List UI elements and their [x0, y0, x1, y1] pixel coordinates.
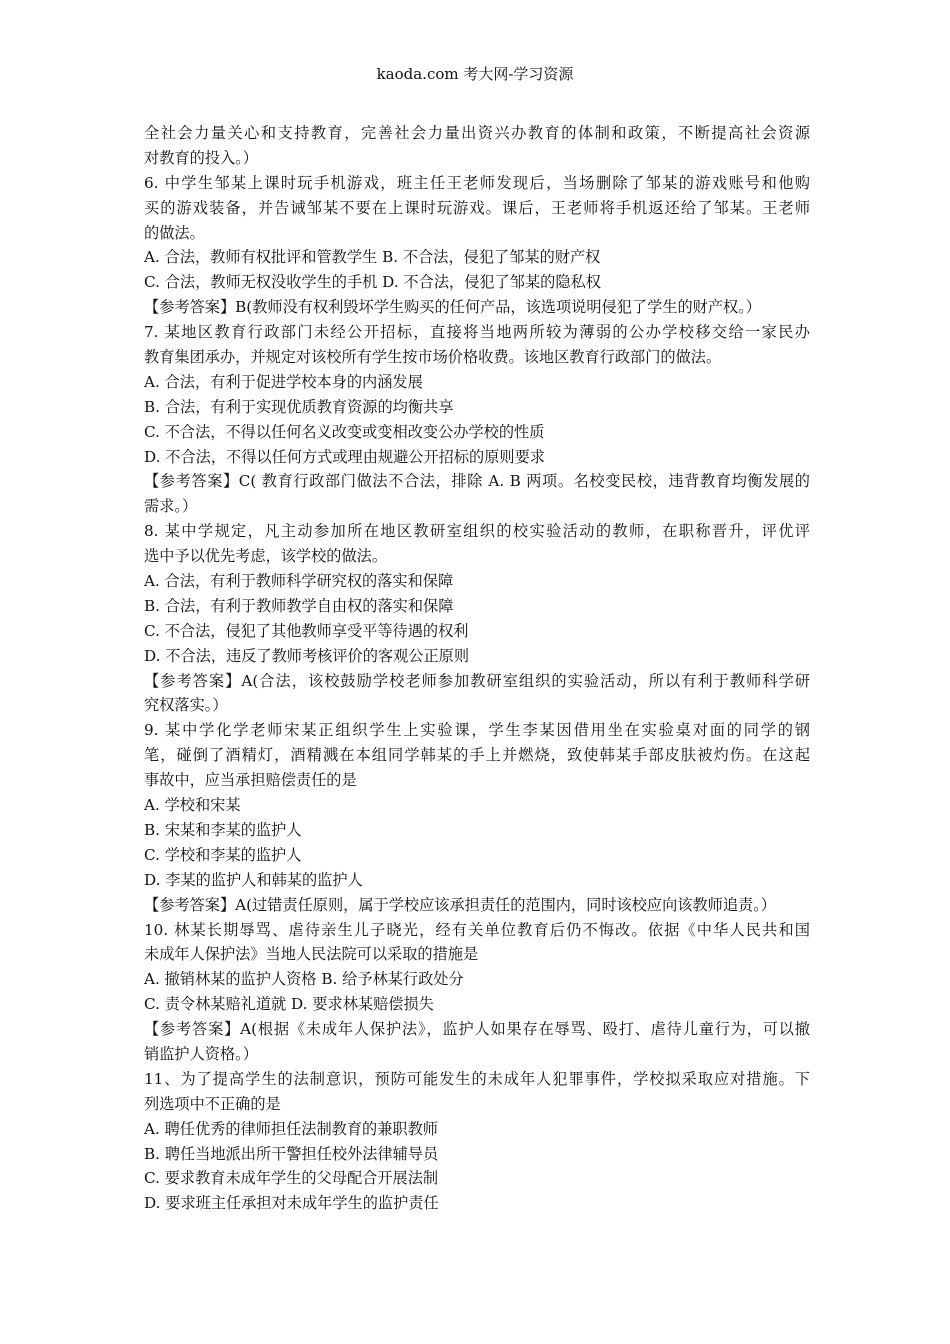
text-line: 需求。）: [144, 497, 198, 516]
text-line: 笔，碰倒了酒精灯，酒精溅在本组同学韩某的手上并燃烧，致使韩某手部皮肤被灼伤。在这起: [144, 746, 810, 765]
text-line: C. 合法，教师无权没收学生的手机 D. 不合法，侵犯了邹某的隐私权: [144, 273, 601, 292]
text-line: C. 要求教育未成年学生的父母配合开展法制: [144, 1169, 439, 1188]
text-line: A. 撤销林某的监护人资格 B. 给予林某行政处分: [144, 970, 464, 989]
text-line: C. 不合法，不得以任何名义改变或变相改变公办学校的性质: [144, 422, 545, 441]
text-line: D. 李某的监护人和韩某的监护人: [144, 870, 363, 889]
text-line: A. 合法，教师有权批评和管教学生 B. 不合法，侵犯了邹某的财产权: [144, 248, 601, 267]
text-line: 究权落实。）: [144, 696, 228, 715]
text-line: 11、为了提高学生的法制意识，预防可能发生的未成年人犯罪事件，学校拟采取应对措施。下: [144, 1069, 810, 1088]
text-line: D. 要求班主任承担对未成年学生的监护责任: [144, 1194, 439, 1213]
text-line: B. 宋某和李某的监护人: [144, 820, 302, 839]
text-line: 未成年人保护法》当地人民法院可以采取的措施是: [144, 945, 479, 964]
text-line: 列选项中不正确的是: [144, 1094, 281, 1113]
text-line: 10. 林某长期辱骂、虐待亲生儿子晓光，经有关单位教育后仍不悔改。依据《中华人民共和国: [144, 920, 810, 939]
text-line: A. 学校和宋某: [144, 796, 241, 815]
text-line: 【参考答案】A(合法，该校鼓励学校老师参加教研室组织的实验活动，所以有利于教师科学研: [144, 671, 810, 690]
text-line: C. 不合法，侵犯了其他教师享受平等待遇的权利: [144, 621, 469, 640]
document-body: [144, 121, 810, 1216]
text-line: D. 不合法，违反了教师考核评价的客观公正原则: [144, 646, 470, 665]
text-line: B. 聘任当地派出所干警担任校外法律辅导员: [144, 1144, 439, 1163]
text-line: 【参考答案】C( 教育行政部门做法不合法，排除 A. B 两项。名校变民校，违背教育均衡发展的: [144, 472, 810, 491]
text-line: 【参考答案】B(教师没有权利毁坏学生购买的任何产品，该选项说明侵犯了学生的财产权。）: [144, 298, 761, 317]
text-line: 教育集团承办，并规定对该校所有学生按市场价格收费。该地区教育行政部门的做法。: [144, 348, 722, 367]
text-line: 选中予以优先考虑，该学校的做法。: [144, 547, 387, 566]
text-line: C. 学校和李某的监护人: [144, 845, 302, 864]
text-line: 全社会力量关心和支持教育，完善社会力量出资兴办教育的体制和政策，不断提高社会资源: [144, 124, 810, 142]
text-line: B. 合法，有利于实现优质教育资源的均衡共享: [144, 397, 454, 416]
text-line: 事故中，应当承担赔偿责任的是: [144, 771, 357, 790]
page-header: kaoda.com 考大网-学习资源: [376, 65, 574, 83]
text-line: A. 合法，有利于促进学校本身的内涵发展: [144, 372, 423, 391]
text-line: 【参考答案】A(过错责任原则，属于学校应该承担责任的范围内，同时该校应向该教师追责。）: [144, 895, 776, 914]
text-line: 对教育的投入。）: [144, 148, 258, 167]
text-line: 9. 某中学化学老师宋某正组织学生上实验课，学生李某因借用坐在实验桌对面的同学的钢: [144, 721, 810, 740]
text-line: A. 合法，有利于教师科学研究权的落实和保障: [144, 572, 454, 591]
text-line: D. 不合法，不得以任何方式或理由规避公开招标的原则要求: [144, 447, 545, 466]
text-line: 的做法。: [144, 223, 205, 242]
text-line: 8. 某中学规定，凡主动参加所在地区教研室组织的校实验活动的教师，在职称晋升，评优评: [144, 522, 810, 541]
text-line: A. 聘任优秀的律师担任法制教育的兼职教师: [144, 1119, 438, 1138]
text-line: 销监护人资格。）: [144, 1044, 258, 1063]
text-line: 买的游戏装备，并告诫邹某不要在上课时玩游戏。课后，王老师将手机返还给了邹某。王老师: [144, 198, 810, 217]
text-line: 7. 某地区教育行政部门未经公开招标，直接将当地两所较为薄弱的公办学校移交给一家民办: [144, 323, 810, 342]
text-line: 6. 中学生邹某上课时玩手机游戏，班主任王老师发现后，当场删除了邹某的游戏账号和他购: [144, 173, 810, 192]
text-line: B. 合法，有利于教师教学自由权的落实和保障: [144, 596, 454, 615]
text-line: C. 责令林某赔礼道就 D. 要求林某赔偿损失: [144, 995, 434, 1014]
text-line: 【参考答案】A(根据《未成年人保护法》，监护人如果存在辱骂、殴打、虐待儿童行为，可以撤: [144, 1020, 810, 1039]
